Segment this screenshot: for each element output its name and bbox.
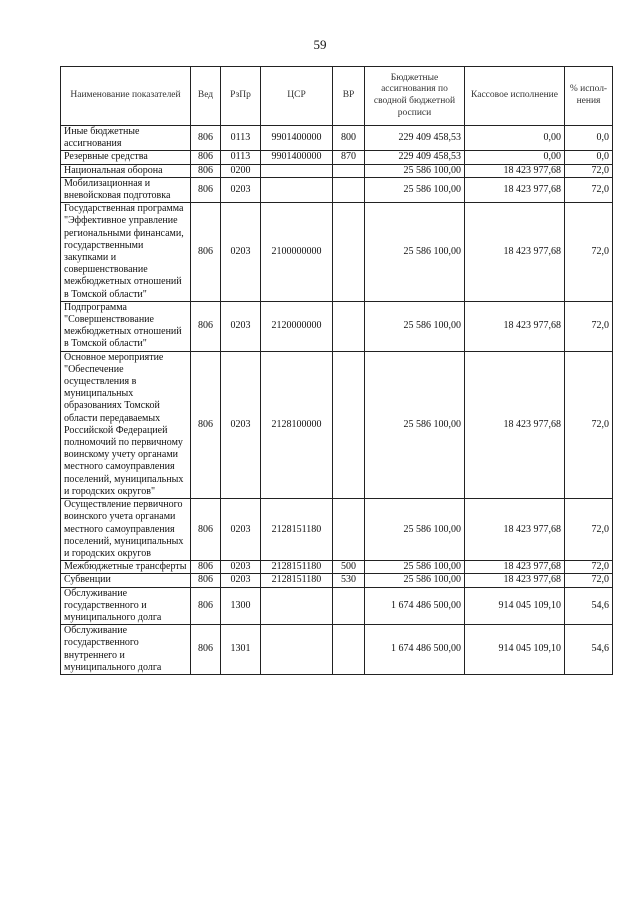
header-vr: ВР: [333, 67, 365, 126]
row-budget: 25 586 100,00: [365, 561, 465, 574]
row-cash: 18 423 977,68: [465, 301, 565, 351]
row-name: Подпрограмма "Совершенствование межбюджетных отношений в Томской области": [61, 301, 191, 351]
table-row: [61, 203, 613, 302]
row-vr: 500: [333, 561, 365, 574]
row-rzpr: 0203: [221, 351, 261, 498]
row-budget: 25 586 100,00: [365, 574, 465, 587]
row-cash: 18 423 977,68: [465, 177, 565, 202]
header-ved: Вед: [191, 67, 221, 126]
row-percent: 72,0: [565, 301, 613, 351]
row-cash: 18 423 977,68: [465, 164, 565, 177]
row-name: Осуществление первичного воинского учета органами местного самоуправления поселений, муниципальных и городских округов: [61, 499, 191, 561]
row-budget: 25 586 100,00: [365, 177, 465, 202]
row-csr: [261, 164, 333, 177]
row-budget: 1 674 486 500,00: [365, 625, 465, 675]
row-csr: 2128100000: [261, 351, 333, 498]
row-rzpr: 0203: [221, 561, 261, 574]
row-percent: 72,0: [565, 561, 613, 574]
row-name: Субвенции: [61, 574, 191, 587]
row-name: Основное мероприятие "Обеспечение осуществления в муниципальных образованиях Томской области передаваемых Российской Федерацией полномочий по первичному воинскому учету органами местного самоуправления поселений, муниципальных и городских округов": [61, 351, 191, 498]
table-row: [61, 625, 613, 675]
table-row: [61, 126, 613, 151]
row-vr: [333, 587, 365, 625]
row-ved: 806: [191, 625, 221, 675]
table-row: [61, 561, 613, 574]
budget-table: [60, 66, 613, 675]
header-csr: ЦСР: [261, 67, 333, 126]
row-vr: [333, 625, 365, 675]
row-vr: 800: [333, 126, 365, 151]
row-vr: [333, 164, 365, 177]
table-row: [61, 574, 613, 587]
row-cash: 18 423 977,68: [465, 499, 565, 561]
row-percent: 54,6: [565, 625, 613, 675]
row-ved: 806: [191, 587, 221, 625]
row-percent: 72,0: [565, 499, 613, 561]
header-name: Наименование показателей: [61, 67, 191, 126]
table-body: [61, 126, 613, 675]
header-rzpr: РзПр: [221, 67, 261, 126]
table-row: [61, 301, 613, 351]
row-name: Обслуживание государственного и муниципального долга: [61, 587, 191, 625]
table-row: [61, 177, 613, 202]
row-ved: 806: [191, 177, 221, 202]
row-percent: 0,0: [565, 126, 613, 151]
row-ved: 806: [191, 126, 221, 151]
row-cash: 914 045 109,10: [465, 625, 565, 675]
row-csr: 9901400000: [261, 151, 333, 164]
table-row: [61, 587, 613, 625]
row-budget: 25 586 100,00: [365, 164, 465, 177]
row-csr: 2100000000: [261, 203, 333, 302]
row-name: Резервные средства: [61, 151, 191, 164]
row-rzpr: 0203: [221, 499, 261, 561]
row-vr: [333, 177, 365, 202]
row-csr: 2128151180: [261, 574, 333, 587]
table-header-row: [61, 67, 613, 126]
row-ved: 806: [191, 574, 221, 587]
row-rzpr: 0203: [221, 574, 261, 587]
row-budget: 1 674 486 500,00: [365, 587, 465, 625]
row-name: Иные бюджетные ассигнования: [61, 126, 191, 151]
row-percent: 54,6: [565, 587, 613, 625]
row-csr: 2128151180: [261, 561, 333, 574]
table-row: [61, 499, 613, 561]
row-percent: 72,0: [565, 351, 613, 498]
row-ved: 806: [191, 499, 221, 561]
row-csr: 2120000000: [261, 301, 333, 351]
header-cash: Кассовое исполнение: [465, 67, 565, 126]
row-rzpr: 0200: [221, 164, 261, 177]
row-csr: [261, 625, 333, 675]
row-ved: 806: [191, 351, 221, 498]
row-rzpr: 0203: [221, 177, 261, 202]
row-budget: 25 586 100,00: [365, 203, 465, 302]
row-cash: 914 045 109,10: [465, 587, 565, 625]
table-row: [61, 164, 613, 177]
row-cash: 0,00: [465, 126, 565, 151]
row-vr: [333, 203, 365, 302]
header-budget: Бюджетные ассигнования по сводной бюджетной росписи: [365, 67, 465, 126]
row-cash: 18 423 977,68: [465, 203, 565, 302]
row-ved: 806: [191, 301, 221, 351]
row-percent: 72,0: [565, 164, 613, 177]
row-rzpr: 0203: [221, 203, 261, 302]
row-csr: [261, 587, 333, 625]
row-vr: 870: [333, 151, 365, 164]
row-vr: 530: [333, 574, 365, 587]
row-vr: [333, 499, 365, 561]
row-ved: 806: [191, 151, 221, 164]
table-row: [61, 151, 613, 164]
row-rzpr: 0113: [221, 151, 261, 164]
row-ved: 806: [191, 203, 221, 302]
row-budget: 229 409 458,53: [365, 126, 465, 151]
row-cash: 18 423 977,68: [465, 574, 565, 587]
table-row: [61, 351, 613, 498]
row-ved: 806: [191, 164, 221, 177]
row-csr: 2128151180: [261, 499, 333, 561]
header-percent: % испол-нения: [565, 67, 613, 126]
row-cash: 18 423 977,68: [465, 561, 565, 574]
row-csr: 9901400000: [261, 126, 333, 151]
row-budget: 25 586 100,00: [365, 499, 465, 561]
row-cash: 0,00: [465, 151, 565, 164]
row-budget: 229 409 458,53: [365, 151, 465, 164]
row-rzpr: 0113: [221, 126, 261, 151]
row-percent: 72,0: [565, 177, 613, 202]
row-percent: 0,0: [565, 151, 613, 164]
row-ved: 806: [191, 561, 221, 574]
row-name: Мобилизационная и вневойсковая подготовка: [61, 177, 191, 202]
row-name: Государственная программа "Эффективное управление региональными финансами, государственными закупками и совершенствование межбюджетных отношений в Томской области": [61, 203, 191, 302]
row-budget: 25 586 100,00: [365, 301, 465, 351]
row-name: Обслуживание государственного внутреннего и муниципального долга: [61, 625, 191, 675]
row-name: Национальная оборона: [61, 164, 191, 177]
row-rzpr: 1300: [221, 587, 261, 625]
row-rzpr: 0203: [221, 301, 261, 351]
row-name: Межбюджетные трансферты: [61, 561, 191, 574]
row-vr: [333, 301, 365, 351]
row-percent: 72,0: [565, 574, 613, 587]
row-vr: [333, 351, 365, 498]
row-cash: 18 423 977,68: [465, 351, 565, 498]
row-budget: 25 586 100,00: [365, 351, 465, 498]
row-csr: [261, 177, 333, 202]
row-percent: 72,0: [565, 203, 613, 302]
page-number: 59: [313, 37, 327, 52]
row-rzpr: 1301: [221, 625, 261, 675]
